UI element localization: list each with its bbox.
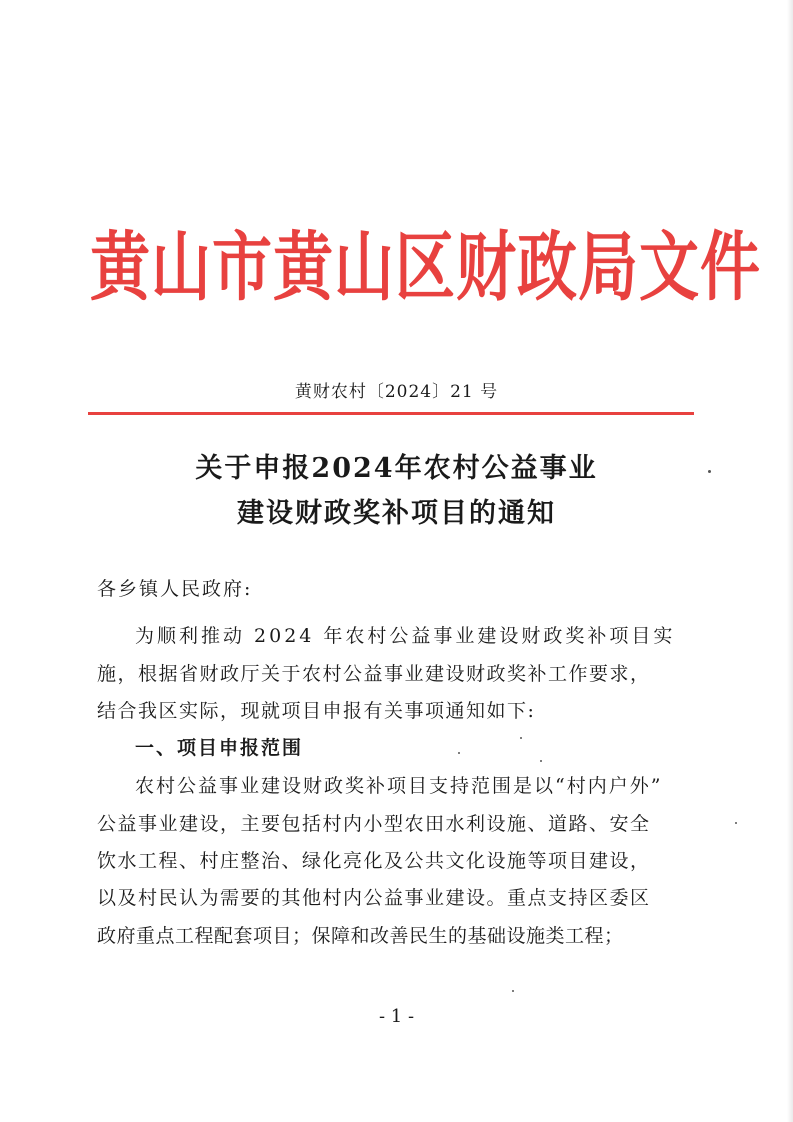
- page-number: - 1 -: [378, 1006, 415, 1027]
- intro-line-1: 为顺利推动 2024 年农村公益事业建设财政奖补项目实: [135, 625, 676, 647]
- scan-speck: [458, 752, 460, 754]
- section-heading-scope: 一、项目申报范围: [135, 737, 304, 759]
- intro-line-2: 施，根据省财政厅关于农村公益事业建设财政奖补工作要求，: [97, 663, 651, 685]
- section1-line-3: 饮水工程、村庄整治、绿化亮化及公共文化设施等项目建设，: [97, 850, 651, 872]
- document-number: 黄财农村〔2024〕21 号: [294, 382, 499, 402]
- section1-line-2: 公益事业建设，主要包括村内小型农田水利设施、道路、安全: [97, 813, 651, 835]
- scan-speck: [735, 822, 737, 824]
- masthead-title: 黄山市黄山区财政局文件: [90, 224, 761, 312]
- salutation: 各乡镇人民政府:: [97, 578, 253, 600]
- section1-line-4: 以及村民认为需要的其他村内公益事业建设。重点支持区委区: [97, 887, 651, 909]
- section1-line-5: 政府重点工程配套项目；保障和改善民生的基础设施类工程；: [97, 925, 624, 947]
- intro-line-3: 结合我区实际，现就项目申报有关事项通知如下:: [97, 700, 536, 722]
- scan-edge-shadow: [787, 0, 793, 1122]
- scan-speck: [512, 990, 514, 992]
- scan-speck: [540, 760, 542, 762]
- scan-speck: [520, 737, 522, 739]
- scan-speck: [708, 470, 711, 473]
- notice-title-line-1: 关于申报2024年农村公益事业: [195, 453, 598, 484]
- section1-line-1: 农村公益事业建设财政奖补项目支持范围是以“村内户外”: [135, 775, 663, 797]
- red-divider-line: [88, 412, 694, 415]
- notice-title-line-2: 建设财政奖补项目的通知: [237, 498, 556, 529]
